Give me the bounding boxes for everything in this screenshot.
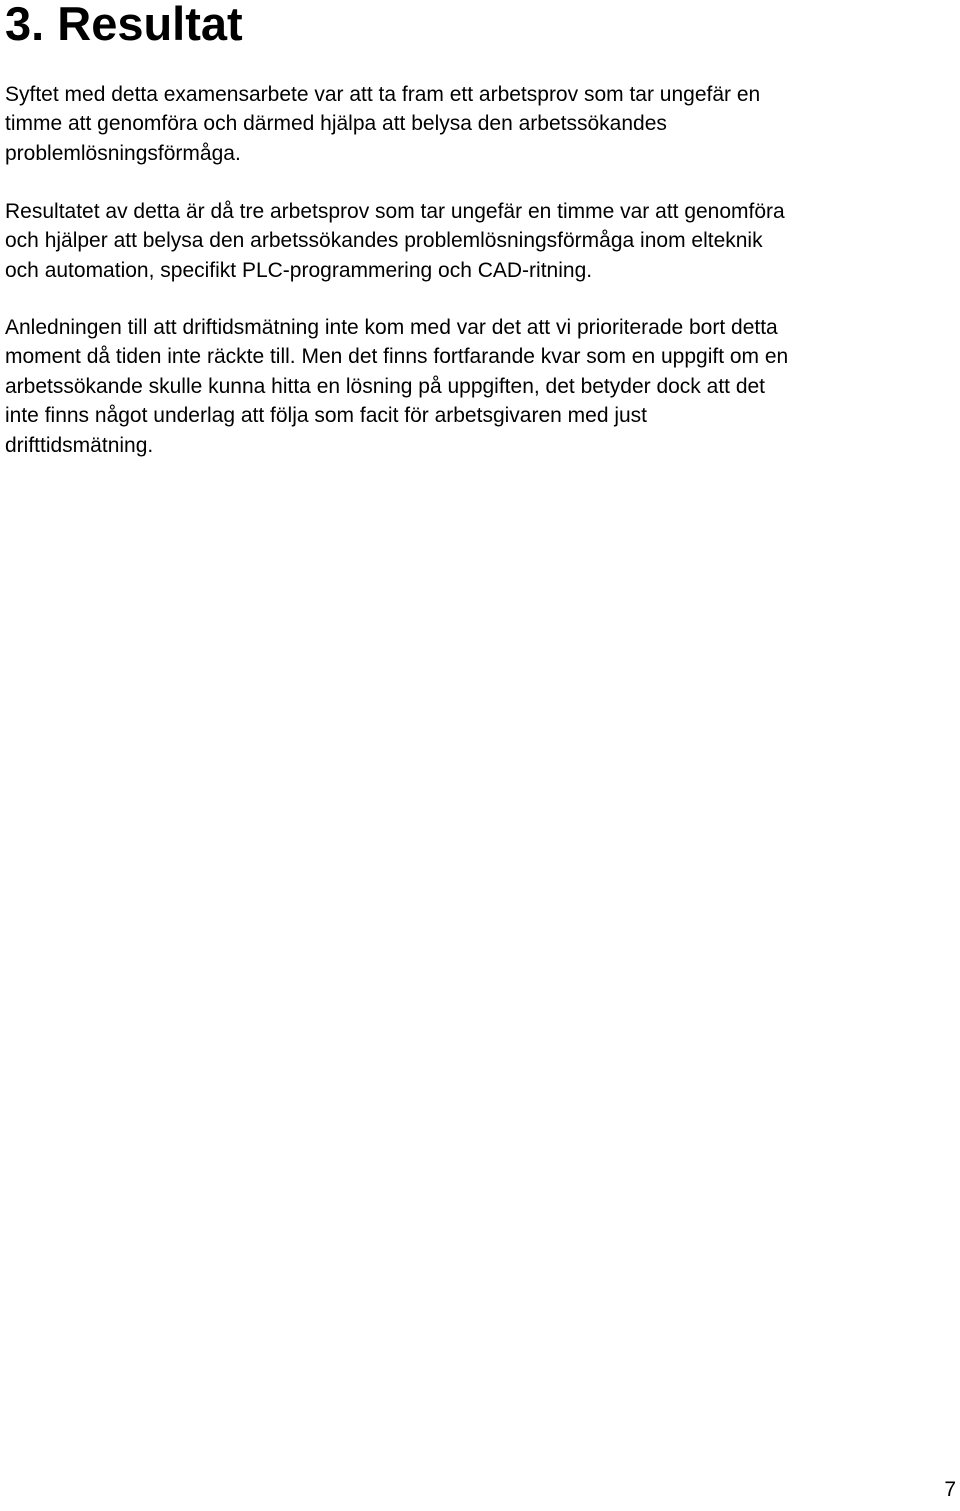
paragraph-reason [5,313,955,460]
text-line: Resultatet av detta är då tre arbetsprov som tar ungefär en timme var att genomföra [5,200,785,223]
page-number: 7 [944,1478,956,1501]
text-line: drifttidsmätning. [5,433,154,457]
text-line: och automation, specifikt PLC-programmering och CAD-ritning. [5,258,593,282]
text-line: problemlösningsförmåga. [5,141,241,165]
paragraph-purpose [5,80,955,168]
text-line: inte finns något underlag att följa som facit för arbetsgivaren med just [5,404,648,428]
text-line: Syftet med detta examensarbete var att ta fram ett arbetsprov som tar ungefär en [5,83,761,106]
section-heading: 3. Resultat [5,0,243,50]
text-line: Anledningen till att driftidsmätning inte kom med var det att vi prioriterade bort detta [5,316,778,339]
text-line: arbetssökande skulle kunna hitta en lösning på uppgiften, det betyder dock att det [5,374,766,398]
paragraph-result [5,197,955,285]
text-line: moment då tiden inte räckte till. Men det finns fortfarande kvar som en uppgift om en [5,345,789,369]
text-line: timme att genomföra och därmed hjälpa att belysa den arbetssökandes [5,112,667,136]
text-line: och hjälper att belysa den arbetssökandes problemlösningsförmåga inom elteknik [5,229,763,253]
